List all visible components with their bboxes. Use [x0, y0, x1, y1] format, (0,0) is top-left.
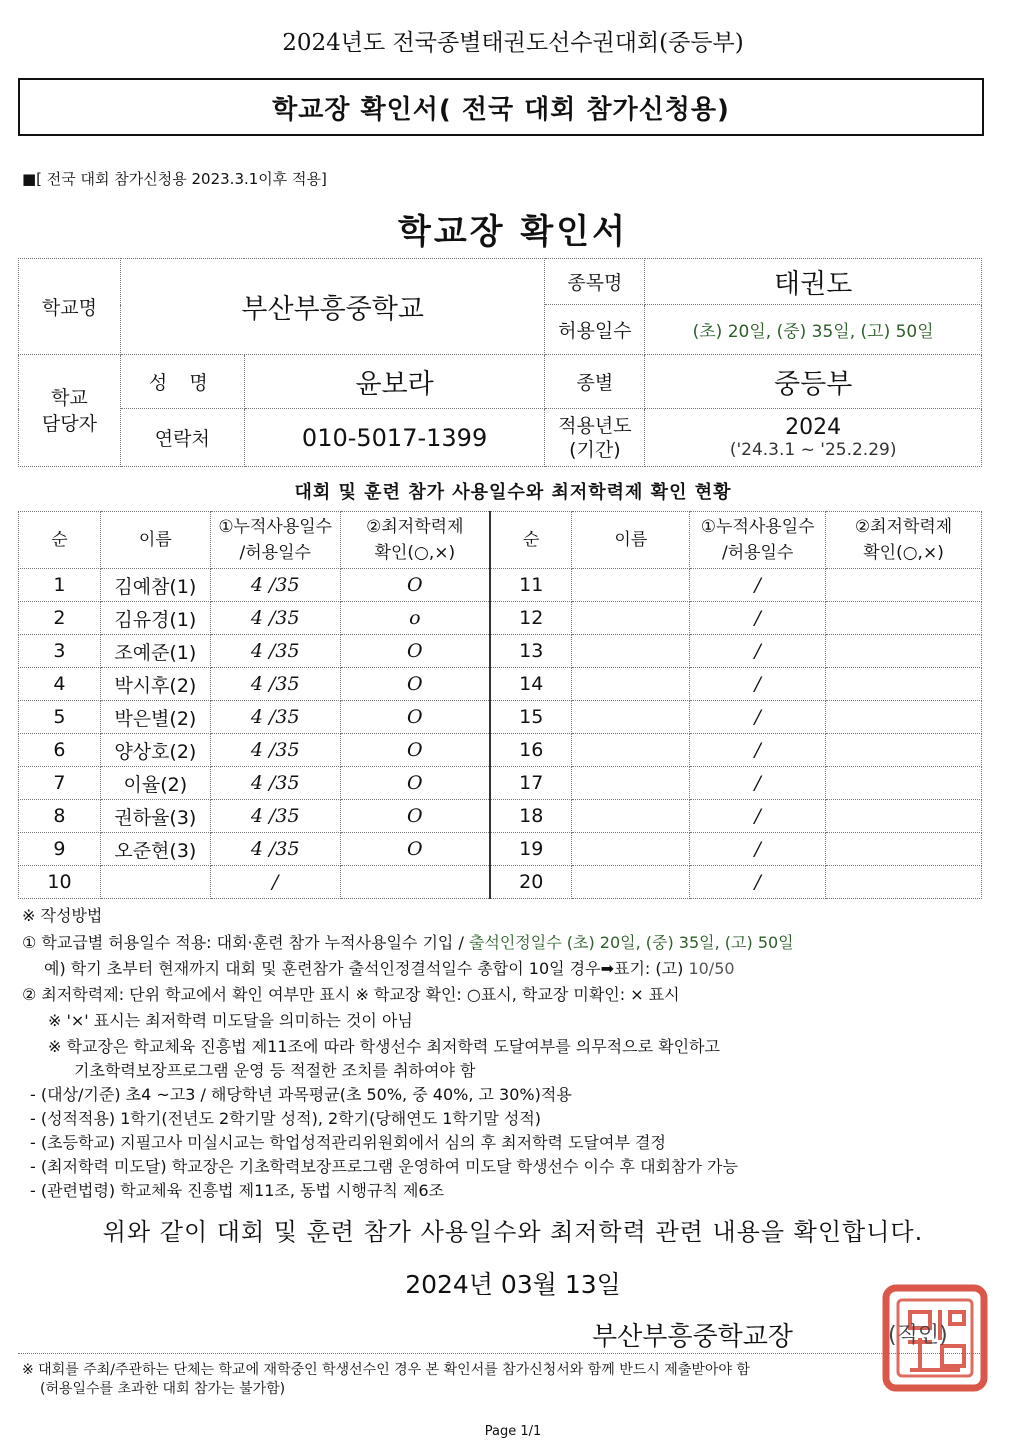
detail-5: - (관련법령) 학교체육 진흥법 제11조, 동법 시행규칙 제6조: [30, 1181, 445, 1200]
athlete-name: 조예준(1): [100, 635, 210, 668]
used-days: /: [210, 866, 340, 899]
used-days: /: [690, 866, 826, 899]
division-label: 종별: [545, 355, 645, 409]
athlete-name: [572, 833, 690, 866]
used-days: /: [690, 635, 826, 668]
row-number: 19: [490, 833, 572, 866]
used-days: 4 /35: [210, 701, 340, 734]
row-number: 8: [19, 800, 101, 833]
header-check: ②최저학력제 확인(○,×): [340, 512, 490, 569]
athlete-name: 이율(2): [100, 767, 210, 800]
sport-label: 종목명: [545, 259, 645, 305]
detail-1: - (대상/기준) 초4 ~고3 / 해당학년 과목평균(초 50%, 중 40%, 고 30%)적용: [30, 1085, 572, 1104]
used-days: 4 /35: [210, 602, 340, 635]
seal-label: (직인): [888, 1323, 948, 1348]
detail-3: - (초등학교) 지필고사 미실시교는 학업성적관리위원회에서 심의 후 최저학력 도달여부 결정: [30, 1133, 666, 1152]
school-info-table: [18, 258, 982, 467]
header-check: ②최저학력제 확인(○,×): [826, 512, 982, 569]
header-no: 순: [19, 512, 101, 569]
form-title: 학교장 확인서: [398, 212, 628, 252]
division-value: 중등부: [645, 355, 982, 409]
table-row: [19, 734, 982, 767]
academic-check: [826, 767, 982, 800]
table-row: [19, 701, 982, 734]
table-row: [19, 866, 982, 899]
used-days: 4 /35: [210, 833, 340, 866]
athlete-name: [100, 866, 210, 899]
confirm-statement: 위와 같이 대회 및 훈련 참가 사용일수와 최저학력 관련 내용을 확인합니다.: [102, 1218, 924, 1246]
instruction-example: [44, 956, 735, 979]
contact-label: 연락처: [120, 409, 244, 467]
manager-label: 학교 담당자: [19, 355, 121, 467]
used-days: /: [690, 800, 826, 833]
used-days: /: [690, 602, 826, 635]
academic-check: [826, 569, 982, 602]
allowed-days-label: 허용일수: [545, 305, 645, 355]
row-number: 4: [19, 668, 101, 701]
row-number: 10: [19, 866, 101, 899]
athlete-name: [572, 668, 690, 701]
athlete-name: [572, 866, 690, 899]
header-name: 이름: [100, 512, 210, 569]
year-value: 2024: [785, 415, 842, 440]
instruction-1: [22, 930, 794, 953]
instructions-heading: ※ 작성방법: [22, 906, 103, 925]
used-days: 4 /35: [210, 668, 340, 701]
table-row: [19, 668, 982, 701]
used-days: /: [690, 668, 826, 701]
row-number: 9: [19, 833, 101, 866]
academic-check: [826, 701, 982, 734]
academic-check: O: [340, 734, 490, 767]
athlete-name: 김예참(1): [100, 569, 210, 602]
athlete-name: [572, 800, 690, 833]
row-number: 20: [490, 866, 572, 899]
attendance-days-note: 출석인정일수 (초) 20일, (중) 35일, (고) 50일: [468, 933, 794, 952]
table-row: [19, 602, 982, 635]
instruction-4: ※ 학교장은 학교체육 진흥법 제11조에 따라 학생선수 최저학력 도달여부를 의무적으로 확인하고: [48, 1037, 720, 1056]
row-number: 12: [490, 602, 572, 635]
allowed-days-value: (초) 20일, (중) 35일, (고) 50일: [645, 305, 982, 355]
academic-check: O: [340, 800, 490, 833]
example-value: 10/50: [688, 959, 735, 978]
athlete-name: 양상호(2): [100, 734, 210, 767]
table-row: [19, 569, 982, 602]
name-label: 성 명: [120, 355, 244, 409]
used-days: 4 /35: [210, 569, 340, 602]
academic-check: [340, 866, 490, 899]
academic-check: O: [340, 635, 490, 668]
event-title: 2024년도 전국종별태권도선수권대회(중등부): [282, 30, 744, 56]
header-days: ①누적사용일수 /허용일수: [210, 512, 340, 569]
academic-check: [826, 635, 982, 668]
academic-check: [826, 734, 982, 767]
header-days: ①누적사용일수 /허용일수: [690, 512, 826, 569]
academic-check: [826, 668, 982, 701]
academic-check: [826, 833, 982, 866]
table-row: [19, 833, 982, 866]
row-number: 17: [490, 767, 572, 800]
academic-check: O: [340, 833, 490, 866]
used-days: 4 /35: [210, 767, 340, 800]
academic-check: o: [340, 602, 490, 635]
row-number: 11: [490, 569, 572, 602]
instruction-5: 기초학력보장프로그램 운영 등 적절한 조치를 취하여야 함: [74, 1061, 476, 1080]
academic-check: [826, 800, 982, 833]
row-number: 3: [19, 635, 101, 668]
year-cell: [645, 409, 982, 467]
footnote-divider: [18, 1353, 982, 1354]
row-number: 14: [490, 668, 572, 701]
used-days: /: [690, 701, 826, 734]
athlete-name: 김유경(1): [100, 602, 210, 635]
application-note: ■[ 전국 대회 참가신청용 2023.3.1이후 적용]: [22, 170, 327, 188]
example-text: 예) 학기 초부터 현재까지 대회 및 훈련참가 출석인정결석일수 총합이 10일 경우➡표기: (고): [44, 959, 684, 978]
athlete-name: 오준현(3): [100, 833, 210, 866]
used-days: /: [690, 569, 826, 602]
academic-check: O: [340, 668, 490, 701]
header-no: 순: [490, 512, 572, 569]
detail-2: - (성적적용) 1학기(전년도 2학기말 성적), 2학기(당해연도 1학기말 성적): [30, 1109, 542, 1128]
row-number: 13: [490, 635, 572, 668]
row-number: 16: [490, 734, 572, 767]
athlete-name: [572, 602, 690, 635]
used-days: 4 /35: [210, 734, 340, 767]
period-value: ('24.3.1 ~ '25.2.29): [729, 440, 897, 460]
instruction-1-text: ① 학교급별 허용일수 적용: 대회·훈련 참가 누적사용일수 기입 /: [22, 933, 469, 952]
academic-check: O: [340, 569, 490, 602]
academic-check: O: [340, 767, 490, 800]
header-name: 이름: [572, 512, 690, 569]
athlete-name: [572, 635, 690, 668]
school-label: 학교명: [19, 259, 121, 355]
row-number: 5: [19, 701, 101, 734]
athlete-name: 박은별(2): [100, 701, 210, 734]
principal-title: 부산부흥중학교장: [592, 1322, 793, 1352]
contact-value: 010-5017-1399: [244, 409, 545, 467]
used-days: 4 /35: [210, 800, 340, 833]
footnote-1: ※ 대회를 주최/주관하는 단체는 학교에 재학중인 학생선수인 경우 본 확인서를 참가신청서와 함께 반드시 제출받아야 함: [22, 1362, 750, 1378]
row-number: 7: [19, 767, 101, 800]
row-number: 15: [490, 701, 572, 734]
detail-4: - (최저학력 미도달) 학교장은 기초학력보장프로그램 운영하여 미도달 학생선수 이수 후 대회참가 가능: [30, 1157, 738, 1176]
table-row: [19, 635, 982, 668]
sport-value: 태권도: [645, 259, 982, 305]
school-name: 부산부흥중학교: [120, 259, 545, 355]
athlete-name: [572, 767, 690, 800]
page-number: Page 1/1: [484, 1424, 542, 1439]
academic-check: [826, 866, 982, 899]
athlete-name: 권하율(3): [100, 800, 210, 833]
used-days: /: [690, 767, 826, 800]
academic-check: [826, 602, 982, 635]
instruction-3: ※ '×' 표시는 최저학력 미도달을 의미하는 것이 아님: [48, 1011, 413, 1030]
table-row: [19, 767, 982, 800]
athlete-table: [18, 511, 982, 899]
used-days: 4 /35: [210, 635, 340, 668]
athlete-name: [572, 734, 690, 767]
table-subtitle: 대회 및 훈련 참가 사용일수와 최저학력제 확인 현황: [294, 482, 732, 503]
row-number: 2: [19, 602, 101, 635]
athlete-name: 박시후(2): [100, 668, 210, 701]
table-row: [19, 800, 982, 833]
used-days: /: [690, 833, 826, 866]
year-label: 적용년도 (기간): [545, 409, 645, 467]
used-days: /: [690, 734, 826, 767]
row-number: 6: [19, 734, 101, 767]
athlete-name: [572, 701, 690, 734]
athlete-name: [572, 569, 690, 602]
academic-check: O: [340, 701, 490, 734]
instruction-2: ② 최저학력제: 단위 학교에서 확인 여부만 표시 ※ 학교장 확인: ○표시, 학교장 미확인: × 표시: [22, 985, 680, 1004]
footnote-2: (허용일수를 초과한 대회 참가는 불가함): [40, 1381, 286, 1397]
row-number: 1: [19, 569, 101, 602]
issue-date: 2024년 03월 13일: [405, 1270, 621, 1299]
manager-name: 윤보라: [244, 355, 545, 409]
row-number: 18: [490, 800, 572, 833]
banner-title: 학교장 확인서( 전국 대회 참가신청용): [18, 78, 984, 136]
